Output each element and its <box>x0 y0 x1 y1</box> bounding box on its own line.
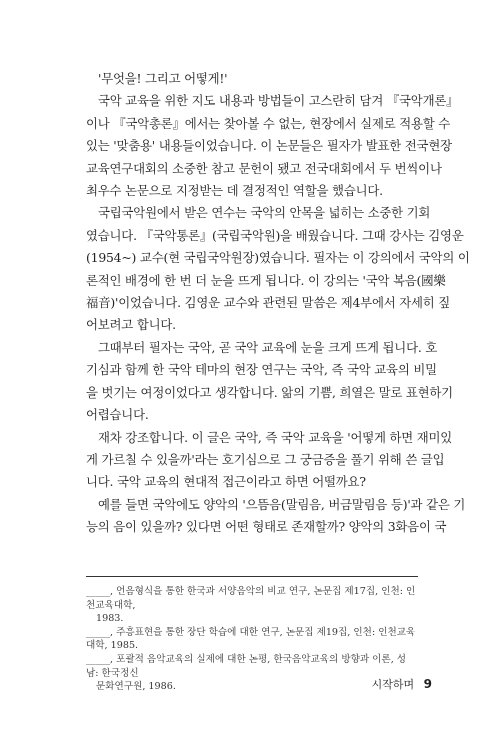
text-line: 최우수 논문으로 지정받는 데 결정적인 역할을 했습니다. <box>86 183 383 199</box>
text-line: 국악 교육을 위한 지도 내용과 방법들이 고스란히 담겨 『국악개론』 <box>98 93 459 109</box>
text-line: 그때부터 필자는 국악, 곧 국악 교육에 눈을 크게 뜨게 됩니다. 호 <box>98 339 438 355</box>
text-line: 국립국악원에서 받은 연수는 국악의 안목을 넓히는 소중한 기회 <box>98 205 431 221</box>
text-line: 능의 음이 있을까? 있다면 어떤 형태로 존재할까? 양악의 3화음이 국 <box>86 519 447 535</box>
text-line: 예를 들면 국악에도 양악의 '으뜸음(말림음, 버금말림음 등)'과 같은 기 <box>98 496 466 512</box>
footnotes <box>86 576 418 694</box>
text-line: (1954~) 교수(현 국립국악원장)였습니다. 필자는 이 강의에서 국악의 이 <box>86 250 470 266</box>
text-line: 게 가르칠 수 있을까'라는 호기심으로 그 궁금증을 풀기 위해 쓴 글입 <box>86 451 445 467</box>
footnote-continuation: 문화연구원, 1986. <box>96 681 176 693</box>
text-line: 니다. 국악 교육의 현대적 접근이라고 하면 어떨까요? <box>86 474 366 490</box>
text-line: 이나 『국악총론』에서는 찾아볼 수 없는, 현장에서 실제로 적용할 수 <box>86 115 451 131</box>
page-number: 9 <box>423 677 432 691</box>
text-line: 어보려고 합니다. <box>86 317 176 333</box>
footnote-continuation: 1983. <box>96 613 124 625</box>
text-line: 福音)'이었습니다. 김영운 교수와 관련된 말씀은 제4부에서 자세히 짚 <box>86 295 451 311</box>
section-title: 시작하며 <box>371 678 415 691</box>
text-line: 기심과 함께 한 국악 테마의 현장 연구는 국악, 즉 국악 교육의 비밀 <box>86 362 437 378</box>
text-line: 론적인 배경에 한 번 더 눈을 뜨게 됩니다. 이 강의는 '국악 복음(國樂 <box>86 272 446 288</box>
footnote-entry: _____, 언음형식을 통한 한국과 서양음악의 비교 연구, 논문집 제17집, 인천: 인천교육대학, <box>86 586 416 611</box>
running-footer <box>372 676 432 692</box>
footnote-entry: _____, 주흥표현을 통한 장단 학습에 대한 연구, 논문집 제19집, 인천: 인천교육대학, 1985. <box>86 626 416 652</box>
footnote-entry: _____, 포괄적 음악교육의 실제에 대한 논평, 한국음악교육의 방향과 이론, 성남: 한국정신 <box>86 653 407 679</box>
text-line: 을 벗기는 여정이었다고 생각합니다. 앎의 기쁨, 희열은 말로 표현하기 <box>86 384 453 400</box>
text-line: 어렵습니다. <box>86 407 149 423</box>
text-line: '무엇을! 그리고 어떻게!' <box>98 71 228 86</box>
text-line: 있는 '맞춤용' 내용들이었습니다. 이 논문들은 필자가 발표한 전국현장 <box>86 138 452 154</box>
text-line: 였습니다. 『국악통론』(국립국악원)을 배웠습니다. 그때 강사는 김영운 <box>86 227 464 243</box>
text-line: 재차 강조합니다. 이 글은 국악, 즉 국악 교육을 '어떻게 하면 재미있 <box>98 429 453 445</box>
body-text <box>86 68 470 539</box>
text-line: 교육연구대회의 소중한 참고 문헌이 됐고 전국대회에서 두 번씩이나 <box>86 160 442 176</box>
